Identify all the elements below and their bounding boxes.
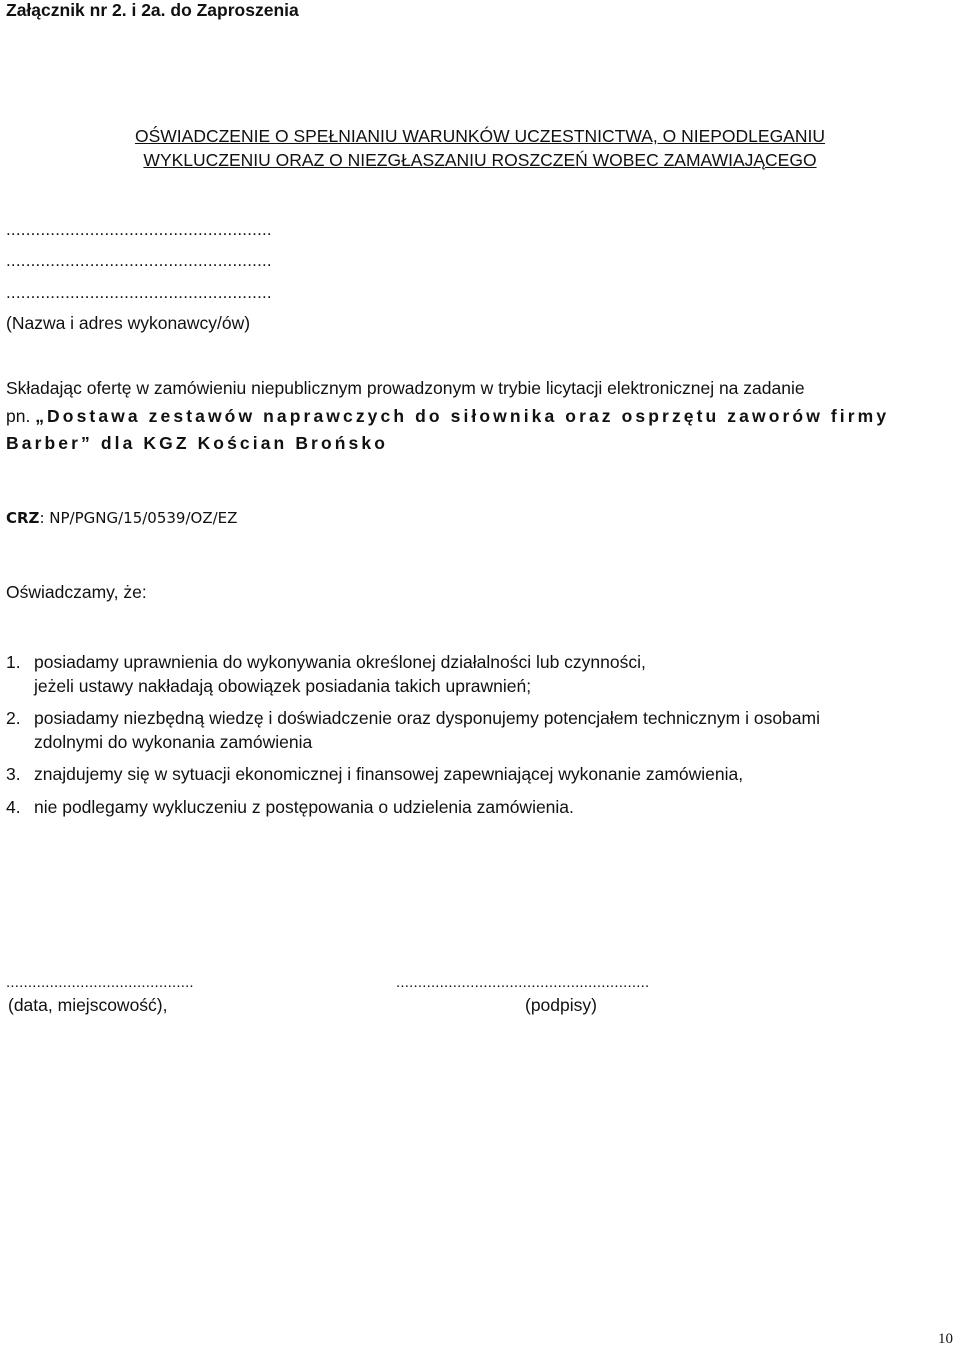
statement-text: jeżeli ustawy nakładają obowiązek posiadania takich uprawnień; (34, 676, 532, 696)
statement-text: posiadamy uprawnienia do wykonywania określonej działalności lub czynności, (34, 652, 646, 672)
crz-value: : NP/PGNG/15/0539/OZ/EZ (39, 509, 238, 527)
offer-title-line-2: Barber” dla KGZ Kościan Brońsko (6, 433, 388, 453)
declare-label: Oświadczamy, że: (6, 582, 147, 602)
statement-text: posiadamy niezbędną wiedzę i doświadczenie oraz dysponujemy potencjałem technicznym i osobami (34, 708, 820, 728)
crz-label: CRZ (6, 509, 40, 527)
contractor-dots-line: ...................................................... (6, 283, 272, 302)
offer-title-line-1 (6, 406, 889, 427)
date-place-label: (data, miejscowość), (8, 995, 168, 1015)
signature-label: (podpisy) (525, 995, 597, 1015)
statement-number: 4. (6, 797, 21, 817)
attachment-label: Załącznik nr 2. i 2a. do Zaproszenia (6, 0, 299, 20)
offer-intro-line: Składając ofertę w zamówieniu niepublicznym prowadzonym w trybie licytacji elektronicznej na zadanie (6, 378, 805, 398)
statement-number: 2. (6, 708, 21, 728)
contractor-dots-line: ...................................................... (6, 220, 272, 239)
statement-text: znajdujemy się w sytuacji ekonomicznej i finansowej zapewniającej wykonanie zamówienia, (34, 764, 744, 784)
date-place-dots: ........................................... (6, 974, 194, 991)
contractor-dots-line: ...................................................... (6, 251, 272, 270)
offer-title-part-1: „Dostawa zestawów naprawczych do siłownika oraz osprzętu zaworów firmy (35, 406, 890, 426)
crz-reference (6, 509, 237, 527)
heading-line-2: WYKLUCZENIU ORAZ O NIEZGŁASZANIU ROSZCZEŃ WOBEC ZAMAWIAJĄCEGO (143, 150, 817, 170)
page-number: 10 (938, 1331, 953, 1347)
contractor-caption: (Nazwa i adres wykonawcy/ów) (6, 313, 251, 333)
statement-number: 3. (6, 764, 21, 784)
statement-text: nie podlegamy wykluczeniu z postępowania o udzielenia zamówienia. (34, 797, 574, 817)
signature-dots: .......................................................... (396, 974, 650, 991)
heading-line-1: OŚWIADCZENIE O SPEŁNIANIU WARUNKÓW UCZESTNICTWA, O NIEPODLEGANIU (134, 126, 825, 146)
statement-number: 1. (6, 652, 21, 672)
offer-prefix: pn. (6, 406, 31, 426)
statement-text: zdolnymi do wykonania zamówienia (34, 732, 313, 752)
